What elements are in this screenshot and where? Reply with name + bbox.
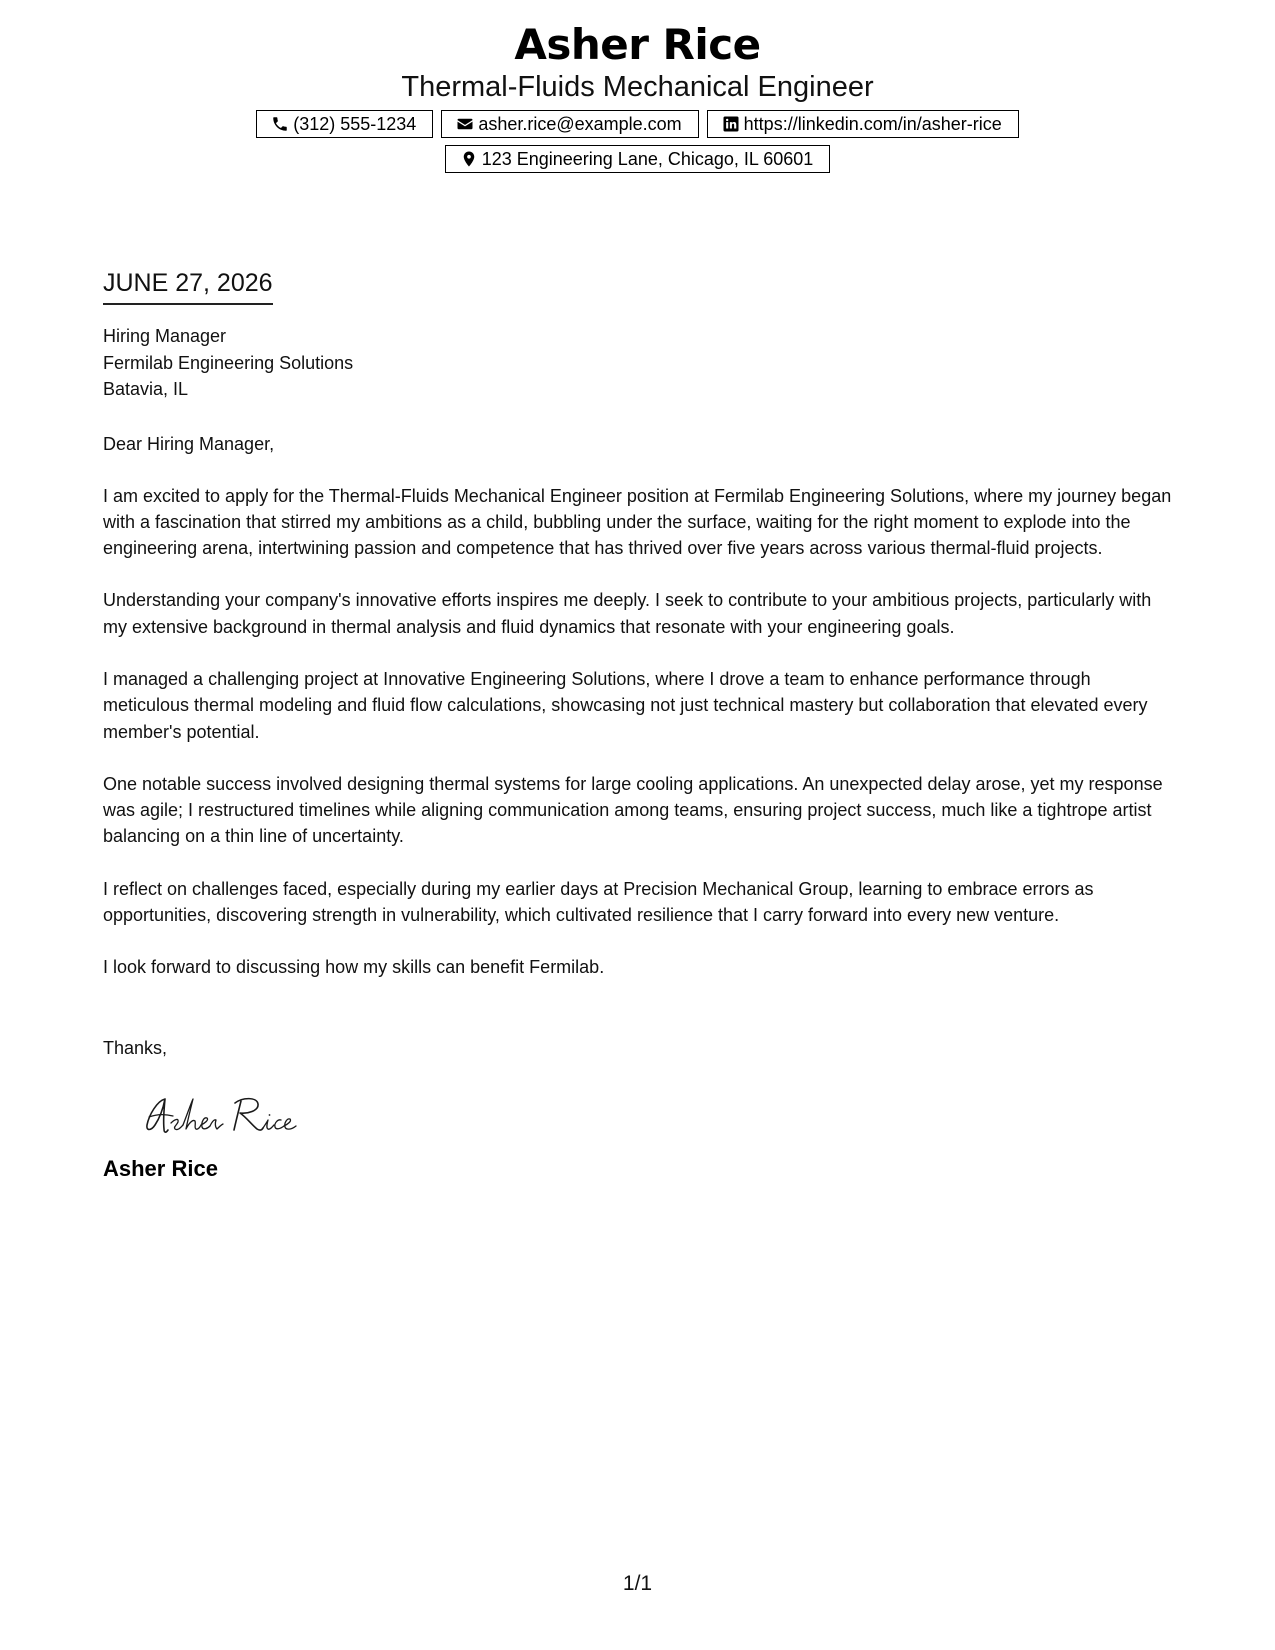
body-paragraph-3: I managed a challenging project at Innovative Engineering Solutions, where I drove a team to enhance performance through meticulous thermal modeling and fluid flow calculations, showcasing not just technical mastery but collaboration that elevated every member's potential. xyxy=(103,668,1148,742)
linkedin-icon xyxy=(722,115,740,133)
body-paragraph-4: One notable success involved designing thermal systems for large cooling applications. An unexpected delay arose, yet my response was agile; I restructured timelines while aligning communication among teams, ensuring project success, much like a tightrope artist balancing on a thin line of uncertainty. xyxy=(103,773,1163,847)
phone-icon xyxy=(271,115,289,133)
body-paragraph-5: I reflect on challenges faced, especially during my earlier days at Precision Mechanical Group, learning to embrace errors as opportunities, discovering strength in vulnerability, which cultivated resilience that I carry forward into every new venture. xyxy=(103,878,1094,926)
recipient-block xyxy=(103,323,1175,403)
applicant-title: Thermal-Fluids Mechanical Engineer xyxy=(401,71,874,103)
contact-row-primary xyxy=(0,110,1275,138)
email-text: asher.rice@example.com xyxy=(478,113,682,134)
recipient-company: Fermilab Engineering Solutions xyxy=(103,352,354,373)
applicant-name: Asher Rice xyxy=(514,20,761,69)
closing: Thanks, xyxy=(103,1037,168,1058)
contact-row-secondary xyxy=(0,145,1275,173)
page-number: 1/1 xyxy=(622,1572,653,1595)
address-contact[interactable] xyxy=(445,145,831,173)
phone-text: (312) 555-1234 xyxy=(293,113,417,134)
handwritten-signature xyxy=(143,1089,323,1139)
email-contact[interactable] xyxy=(441,110,698,138)
phone-contact[interactable] xyxy=(256,110,433,138)
address-text: 123 Engineering Lane, Chicago, IL 60601 xyxy=(481,148,814,169)
body-paragraph-1: I am excited to apply for the Thermal-Fluids Mechanical Engineer position at Fermilab Engineering Solutions, where my journey began with a fascination that stirred my ambitions as a child, bubbling under the surface, waiting for the right moment to explode into the engineering arena, intertwining passion and competence that has thrived over five years across various thermal-fluid projects. xyxy=(103,485,1172,559)
letter-header xyxy=(0,18,1275,173)
envelope-icon xyxy=(456,115,474,133)
signer-name: Asher Rice xyxy=(103,1155,218,1181)
recipient-title: Hiring Manager xyxy=(103,326,227,346)
body-paragraph-6: I look forward to discussing how my skills can benefit Fermilab. xyxy=(103,957,605,978)
linkedin-contact[interactable] xyxy=(707,110,1019,138)
salutation: Dear Hiring Manager, xyxy=(103,433,275,454)
linkedin-text: https://linkedin.com/in/asher-rice xyxy=(743,113,1002,134)
letter-date: JUNE 27, 2026 xyxy=(103,266,273,305)
recipient-location: Batavia, IL xyxy=(103,379,189,399)
letter-body xyxy=(103,266,1175,1183)
map-marker-icon xyxy=(460,150,478,168)
body-paragraph-2: Understanding your company's innovative efforts inspires me deeply. I seek to contribute to your ambitious projects, particularly with my extensive background in thermal analysis and fluid dynamics that resonate with your engineering goals. xyxy=(103,590,1152,637)
